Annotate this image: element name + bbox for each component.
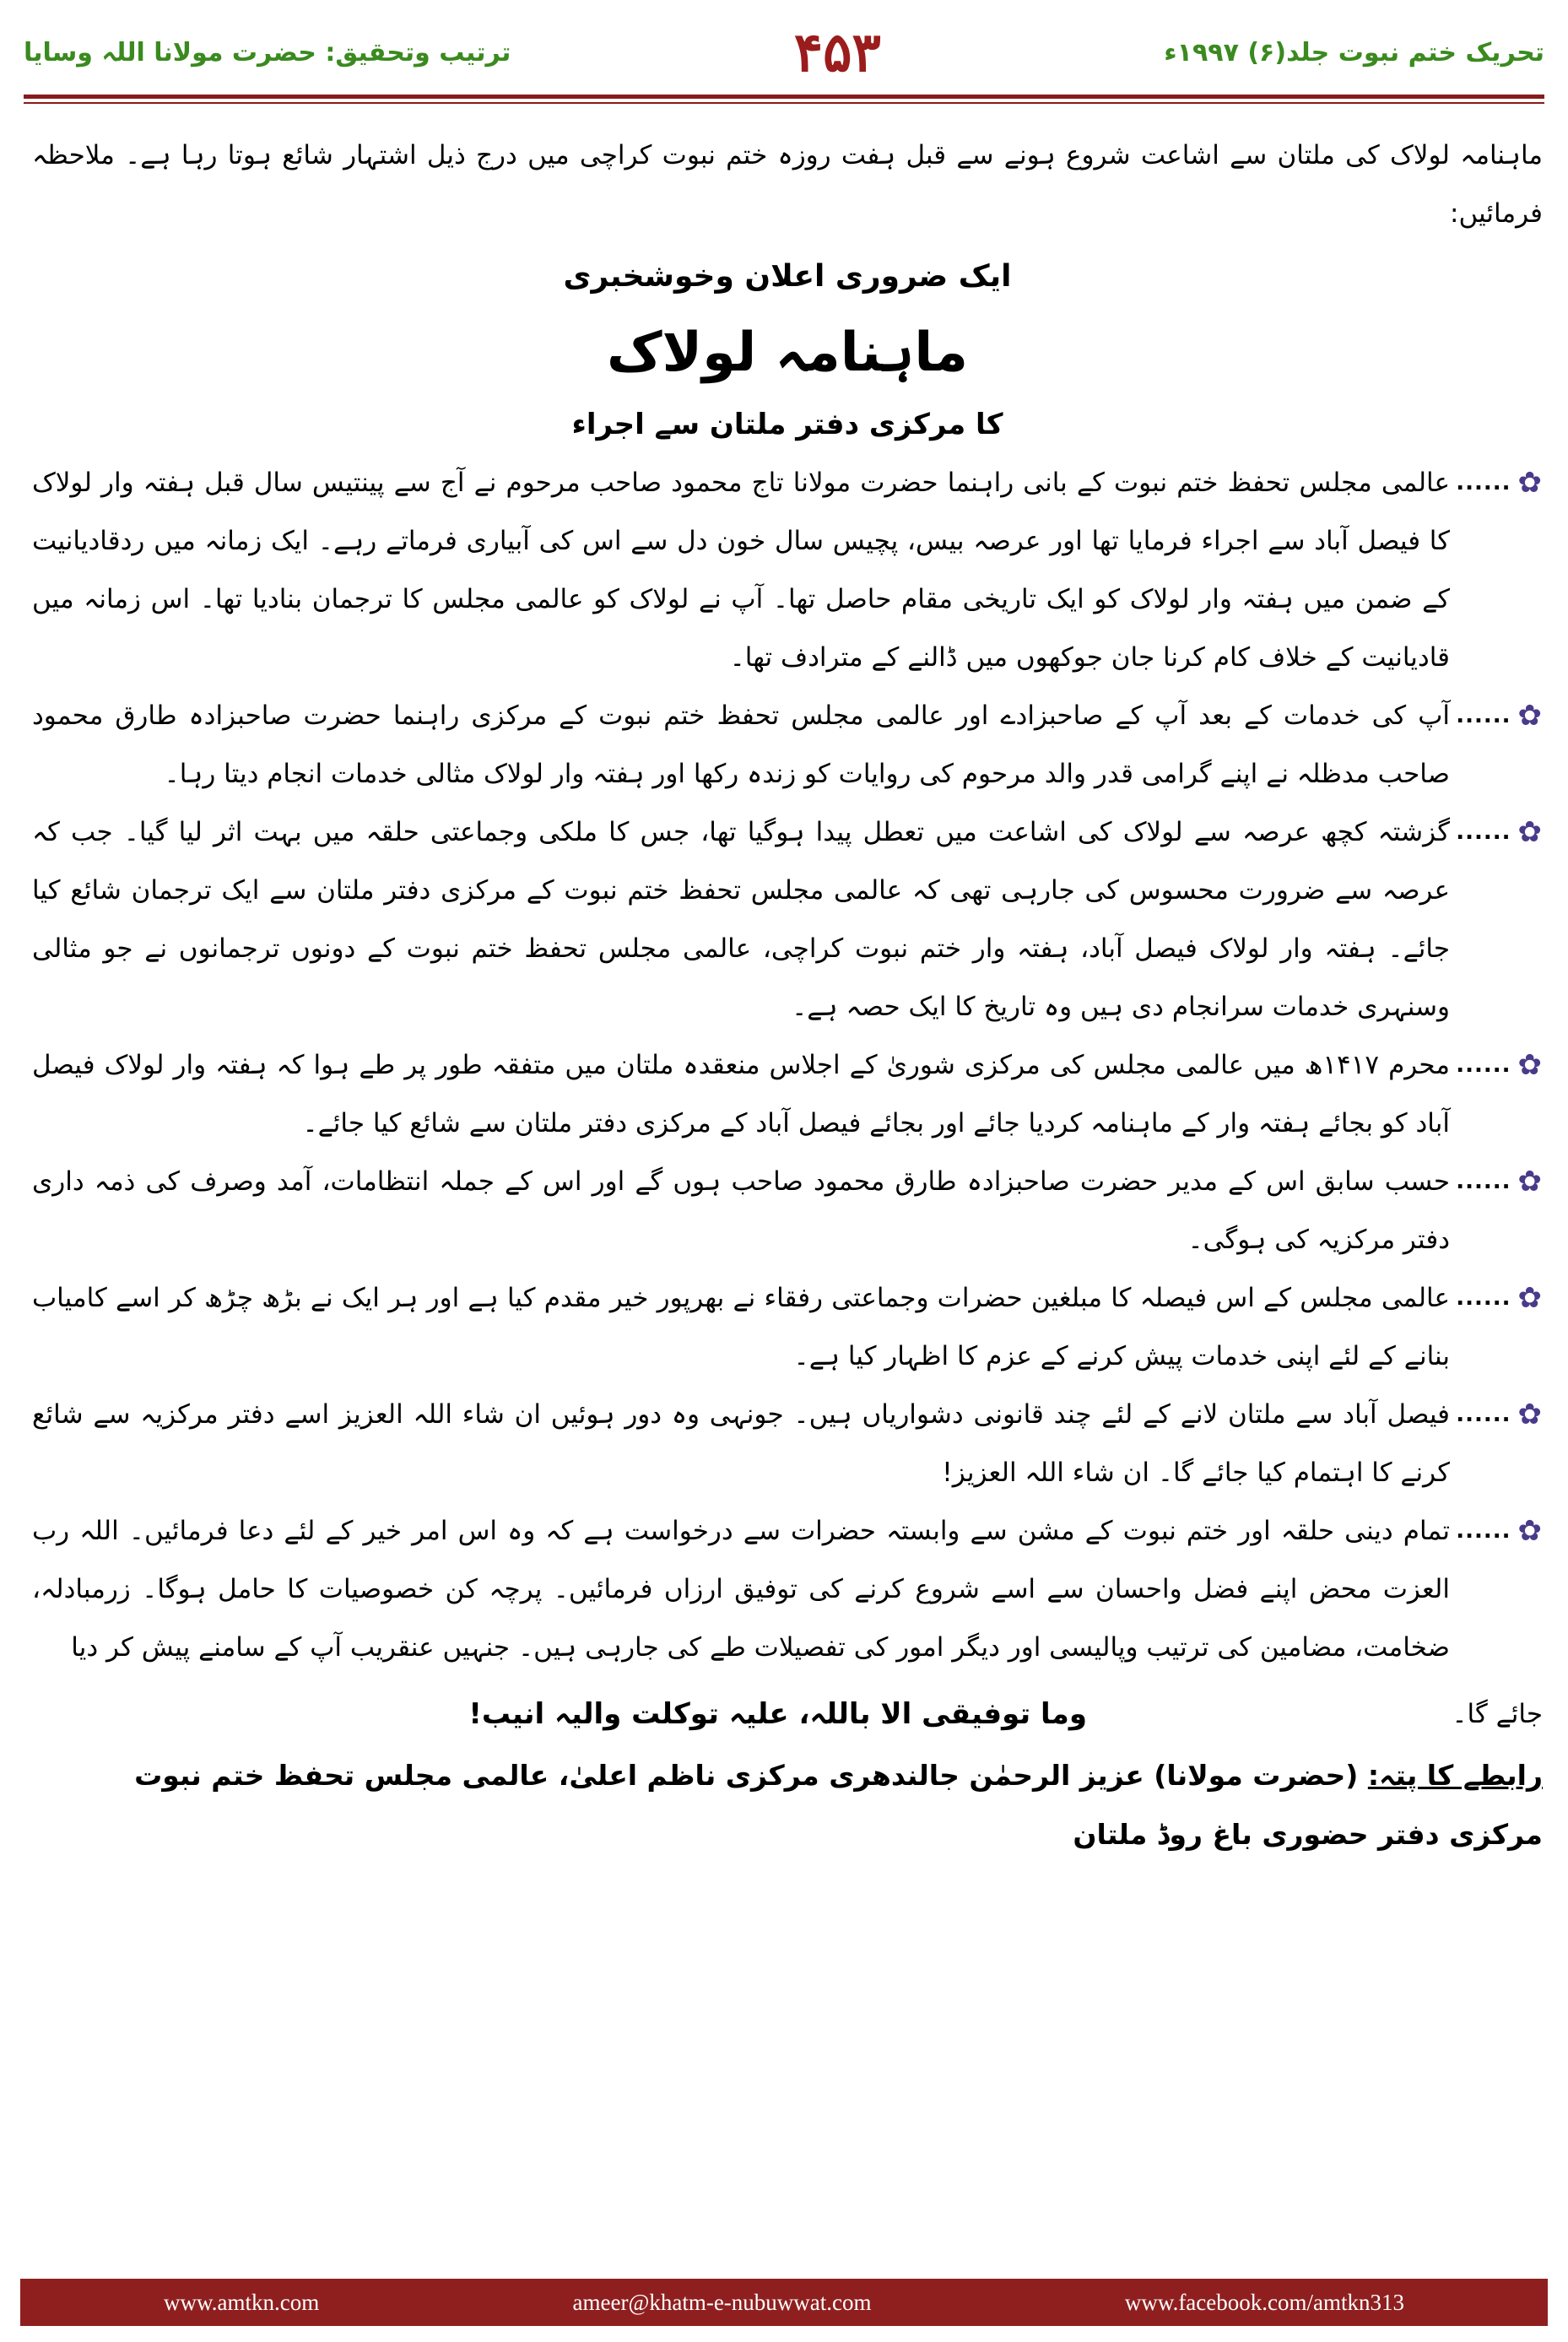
page-footer — [20, 2279, 1548, 2326]
list-item — [32, 1269, 1543, 1386]
list-marker — [1456, 454, 1543, 512]
list-item-text: عالمی مجلس تحفظ ختم نبوت کے بانی راہنما حضرت مولانا تاج محمود صاحب مرحوم نے آج سے پینتیس سال قبل ہفتہ وار لولاک کا فیصل آباد سے اجراء فرمایا تھا اور عرصہ بیس، پچیس سال خون دل سے اس کی آبیاری فرماتے رہے۔ ایک زمانہ میں ردقادیانیت کے ضمن میں ہفتہ وار لولاک کو ایک تاریخی مقام حاصل تھا۔ آپ نے لولاک کو عالمی مجلس کا ترجمان بنادیا تھا۔ اس زمانہ میں قادیانیت کے خلاف کام کرنا جان جوکھوں میں ڈالنے کے مترادف تھا۔ — [32, 468, 1450, 673]
flower-bullet-icon: ✿ — [1517, 466, 1543, 500]
flower-bullet-icon: ✿ — [1517, 1165, 1543, 1198]
footer-website-link[interactable]: www.amtkn.com — [164, 2289, 320, 2315]
header-rule — [24, 95, 1544, 99]
contact-address — [32, 1746, 1543, 1864]
marker-dots: ...... — [1456, 703, 1511, 728]
marker-dots: ...... — [1456, 1402, 1511, 1427]
marker-dots: ...... — [1456, 819, 1511, 845]
list-item-text: گزشتہ کچھ عرصہ سے لولاک کی اشاعت میں تعطل پیدا ہوگیا تھا، جس کا ملکی وجماعتی حلقہ میں بہت اثر لیا گیا۔ جب کہ عرصہ سے ضرورت محسوس کی جارہی تھی کہ عالمی مجلس تحفظ ختم نبوت کے مرکزی دفتر ملتان سے ایک ترجمان شائع کیا جائے۔ ہفتہ وار لولاک فیصل آباد، ہفتہ وار ختم نبوت کراچی، عالمی مجلس تحفظ ختم نبوت کے دونوں ترجمانوں نے جو مثالی وسنہری خدمات سرانجام دی ہیں وہ تاریخ کا ایک حصہ ہے۔ — [32, 817, 1450, 1022]
marker-dots: ...... — [1456, 470, 1511, 495]
list-item-text: آپ کی خدمات کے بعد آپ کے صاحبزادے اور عالمی مجلس تحفظ ختم نبوت کے مرکزی راہنما حضرت صاحبزادہ طارق محمود صاحب مدظلہ نے اپنے گرامی قدر والد مرحوم کی روایات کو زندہ رکھا اور ہفتہ وار لولاک مثالی خدمات انجام دیتا رہا۔ — [32, 700, 1450, 789]
list-item — [32, 687, 1543, 803]
footer-facebook-link[interactable]: www.facebook.com/amtkn313 — [1124, 2289, 1404, 2315]
list-item-text: محرم ۱۴۱۷ھ میں عالمی مجلس کی مرکزی شوریٰ کے اجلاس منعقدہ ملتان میں متفقہ طور پر طے ہوا کہ ہفتہ وار لولاک فیصل آباد کو بجائے ہفتہ وار کے ماہنامہ کردیا جائے اور بجائے فیصل آباد کے مرکزی دفتر ملتان سے شائع کیا جائے۔ — [32, 1050, 1450, 1139]
list-marker — [1456, 1153, 1543, 1211]
list-item-text: حسب سابق اس کے مدیر حضرت صاحبزادہ طارق محمود صاحب ہوں گے اور اس کے جملہ انتظامات، آمد وصرف کی ذمہ داری دفتر مرکزیہ کی ہوگی۔ — [32, 1166, 1450, 1255]
header-book-title: تحریک ختم نبوت جلد(۶) ۱۹۹۷ء — [1164, 37, 1544, 68]
flower-bullet-icon: ✿ — [1517, 1048, 1543, 1082]
list-marker — [1456, 1036, 1543, 1095]
list-item-text: فیصل آباد سے ملتان لانے کے لئے چند قانونی دشواریاں ہیں۔ جونہی وہ دور ہوئیں ان شاء اللہ العزیز اسے دفتر مرکزیہ سے شائع کرنے کا اہتمام کیا جائے گا۔ ان شاء اللہ العزیز! — [32, 1399, 1450, 1488]
magazine-subtitle: کا مرکزی دفتر ملتان سے اجراء — [571, 408, 1003, 441]
list-item — [32, 1153, 1543, 1269]
contact-label: رابطے کا پتہ: — [1367, 1759, 1543, 1792]
header-compiler: ترتیب وتحقیق: حضرت مولانا اللہ وسایا — [24, 37, 511, 68]
closing-line — [32, 1685, 1543, 1746]
marker-dots: ...... — [1456, 1169, 1511, 1194]
list-marker — [1456, 1269, 1543, 1328]
header-rule-thin — [24, 102, 1544, 104]
list-item — [32, 1502, 1543, 1677]
intro-paragraph: ماہنامہ لولاک کی ملتان سے اشاعت شروع ہونے سے قبل ہفت روزہ ختم نبوت کراچی میں درج ذیل اشتہار شائع ہوتا رہا ہے۔ ملاحظہ فرمائیں: — [32, 140, 1543, 229]
page-body — [32, 127, 1543, 1864]
list-marker — [1456, 1502, 1543, 1560]
marker-dots: ...... — [1456, 1518, 1511, 1544]
list-item — [32, 803, 1543, 1036]
flower-bullet-icon: ✿ — [1517, 1514, 1543, 1548]
closing-dua: وما توفیقی الا باللہ، علیہ توکلت والیہ انیب! — [468, 1697, 1087, 1731]
announcement-heading: ایک ضروری اعلان وخوشخبری — [563, 259, 1012, 294]
magazine-title: ماہنامہ لولاک — [606, 322, 969, 384]
announcement-list — [32, 454, 1543, 1677]
list-item — [32, 1386, 1543, 1502]
footer-email-link[interactable]: ameer@khatm-e-nubuwwat.com — [572, 2289, 872, 2315]
list-marker — [1456, 803, 1543, 862]
flower-bullet-icon: ✿ — [1517, 1398, 1543, 1431]
contact-text: (حضرت مولانا) عزیز الرحمٰن جالندھری مرکزی ناظم اعلیٰ، عالمی مجلس تحفظ ختم نبوت مرکزی دفتر حضوری باغ روڈ ملتان — [134, 1759, 1543, 1851]
flower-bullet-icon: ✿ — [1517, 815, 1543, 849]
flower-bullet-icon: ✿ — [1517, 1281, 1543, 1315]
list-marker — [1456, 1386, 1543, 1444]
flower-bullet-icon: ✿ — [1517, 699, 1543, 733]
list-item-text: تمام دینی حلقہ اور ختم نبوت کے مشن سے وابستہ حضرات سے درخواست ہے کہ وہ اس امر خیر کے لئے دعا فرمائیں۔ اللہ رب العزت محض اپنے فضل واحسان سے اسے شروع کرنے کی توفیق ارزاں فرمائیں۔ پرچہ کن خصوصیات کا حامل ہوگا۔ زرمبادلہ، ضخامت، مضامین کی ترتیب وپالیسی اور دیگر امور کی تفصیلات طے کی جارہی ہیں۔ جنہیں عنقریب آپ کے سامنے پیش کر دیا — [32, 1516, 1450, 1663]
list-item-text: عالمی مجلس کے اس فیصلہ کا مبلغین حضرات وجماعتی رفقاء نے بھرپور خیر مقدم کیا ہے اور ہر ایک نے بڑھ چڑھ کر اسے کامیاب بنانے کے لئے اپنی خدمات پیش کرنے کے عزم کا اظہار کیا ہے۔ — [32, 1283, 1450, 1371]
list-item — [32, 454, 1543, 687]
marker-dots: ...... — [1456, 1052, 1511, 1078]
closing-end: جائے گا۔ — [1452, 1699, 1543, 1729]
list-item — [32, 1036, 1543, 1153]
page-number: ۴۵۳ — [793, 20, 881, 84]
page-header — [24, 12, 1544, 93]
list-marker — [1456, 687, 1543, 745]
marker-dots: ...... — [1456, 1285, 1511, 1311]
